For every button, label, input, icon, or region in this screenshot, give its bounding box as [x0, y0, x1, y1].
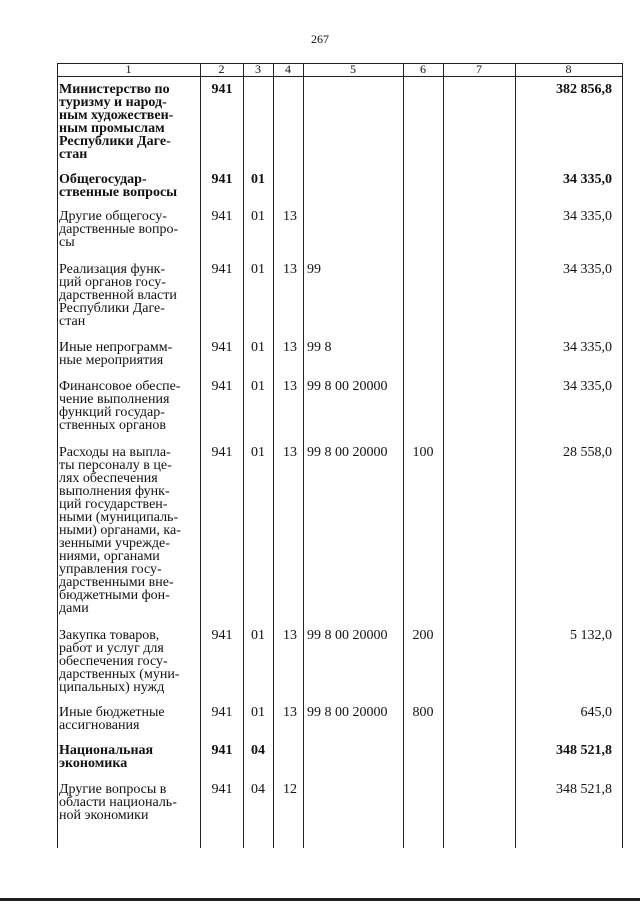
row-target-code: 99 8 00 20000 — [307, 379, 388, 394]
row-name: Министерство по туризму и народ- ным художествен- ным промыслам Республики Даге- стан — [59, 82, 174, 162]
col-border — [515, 63, 516, 848]
row-subsection-code: 13 — [283, 445, 297, 460]
col-border — [403, 63, 404, 848]
col-border — [443, 63, 444, 848]
row-section-code: 01 — [251, 340, 265, 355]
col-border — [243, 63, 244, 848]
col-header-2: 2 — [218, 62, 225, 76]
row-target-code: 99 8 00 20000 — [307, 445, 388, 460]
row-amount: 34 335,0 — [563, 379, 612, 394]
row-ministry-code: 941 — [211, 445, 233, 460]
col-header-5: 5 — [350, 62, 356, 76]
row-section-code: 04 — [251, 782, 265, 797]
row-amount: 348 521,8 — [556, 743, 612, 758]
row-subsection-code: 13 — [283, 628, 297, 643]
row-subsection-code: 13 — [283, 340, 297, 355]
row-section-code: 04 — [251, 743, 265, 758]
col-header-4: 4 — [285, 62, 291, 76]
row-ministry-code: 941 — [211, 628, 233, 643]
row-section-code: 01 — [251, 379, 265, 394]
row-ministry-code: 941 — [211, 340, 233, 355]
row-name: Финансовое обеспе- чение выполнения функций государ- ственных органов — [59, 379, 181, 433]
row-target-code: 99 8 00 20000 — [307, 705, 388, 720]
col-header-8: 8 — [565, 62, 572, 76]
row-expense-type: 100 — [412, 445, 434, 460]
row-section-code: 01 — [251, 705, 265, 720]
row-name: Закупка товаров, работ и услуг для обеспечения госу- дарственных (муни- ципальных) нужд — [59, 628, 180, 695]
row-subsection-code: 13 — [283, 262, 297, 277]
row-expense-type: 800 — [412, 705, 434, 720]
row-amount: 5 132,0 — [570, 628, 612, 643]
row-name: Общегосудар- ственные вопросы — [59, 172, 178, 200]
col-header-3: 3 — [255, 62, 261, 76]
row-target-code: 99 8 — [307, 340, 332, 355]
col-border — [57, 63, 58, 848]
row-target-code: 99 — [307, 262, 321, 277]
row-name: Другие общегосу- дарственные вопро- сы — [59, 209, 179, 250]
row-subsection-code: 13 — [283, 379, 297, 394]
row-subsection-code: 13 — [283, 209, 297, 224]
budget-table — [57, 63, 623, 848]
row-name: Национальная экономика — [59, 743, 154, 771]
header-bottom-rule — [57, 76, 623, 77]
row-amount: 34 335,0 — [563, 172, 612, 187]
row-amount: 382 856,8 — [556, 82, 612, 97]
row-amount: 34 335,0 — [563, 262, 612, 277]
row-section-code: 01 — [251, 628, 265, 643]
row-ministry-code: 941 — [211, 743, 233, 758]
row-ministry-code: 941 — [211, 209, 233, 224]
row-expense-type: 200 — [412, 628, 434, 643]
row-amount: 645,0 — [580, 705, 612, 720]
col-header-6: 6 — [420, 62, 426, 76]
page-number: 267 — [311, 32, 329, 46]
row-ministry-code: 941 — [211, 782, 233, 797]
col-border — [622, 63, 623, 848]
row-name: Иные бюджетные ассигнования — [59, 705, 165, 733]
row-amount: 34 335,0 — [563, 209, 612, 224]
row-section-code: 01 — [251, 445, 265, 460]
row-amount: 348 521,8 — [556, 782, 612, 797]
scan-bottom-edge — [0, 898, 640, 901]
row-amount: 28 558,0 — [563, 445, 612, 460]
row-name: Реализация функ- ций органов госу- дарственной власти Республики Даге- стан — [59, 262, 177, 329]
row-section-code: 01 — [251, 172, 265, 187]
row-subsection-code: 13 — [283, 705, 297, 720]
row-ministry-code: 941 — [211, 705, 233, 720]
col-border — [303, 63, 304, 848]
row-name: Иные непрограмм- ные мероприятия — [59, 340, 173, 368]
row-section-code: 01 — [251, 262, 265, 277]
row-section-code: 01 — [251, 209, 265, 224]
row-ministry-code: 941 — [211, 379, 233, 394]
row-ministry-code: 941 — [211, 172, 233, 187]
row-ministry-code: 941 — [211, 262, 233, 277]
row-amount: 34 335,0 — [563, 340, 612, 355]
col-header-7: 7 — [476, 62, 482, 76]
row-name: Другие вопросы в области националь- ной экономики — [59, 782, 177, 823]
row-target-code: 99 8 00 20000 — [307, 628, 388, 643]
col-border — [200, 63, 201, 848]
row-ministry-code: 941 — [211, 82, 233, 97]
col-header-1: 1 — [125, 62, 132, 76]
row-subsection-code: 12 — [283, 782, 297, 797]
row-name: Расходы на выпла- ты персоналу в це- лях обеспечения выполнения функ- ций государствен- ными (муниципаль- ными) органами, ка- зенными учрежде- ниями, органами управления госу- дарственными вне- бюджетными фон- дами — [59, 445, 181, 616]
col-border — [273, 63, 274, 848]
